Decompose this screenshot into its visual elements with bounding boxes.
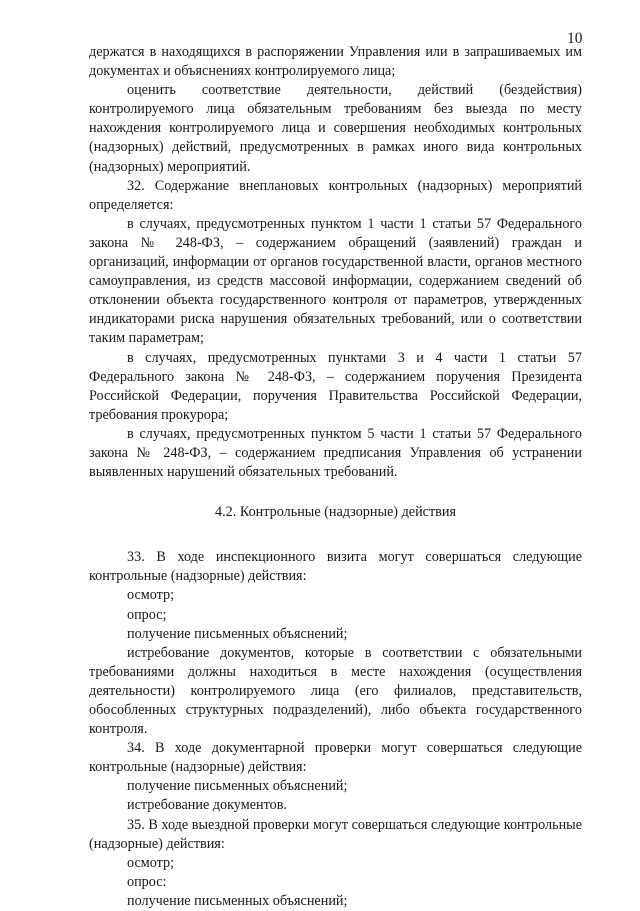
list-item: осмотр; xyxy=(127,587,175,604)
paragraph-clause-35: 35. В ходе выездной проверки могут совершаться следующие контрольные (надзорные) действия: xyxy=(89,816,582,852)
list-item: получение письменных объяснений; xyxy=(127,625,348,642)
paragraph-clause-33: 33. В ходе инспекционного визита могут совершаться следующие контрольные (надзорные) действия: xyxy=(89,549,582,585)
paragraph: в случаях, предусмотренных пунктом 5 части 1 статьи 57 Федерального закона № 248-ФЗ, – содержанием предписания Управления об устранении выявленных нарушений обязательных требований. xyxy=(89,425,582,481)
paragraph-clause-32: 32. Содержание внеплановых контрольных (надзорных) мероприятий определяется: xyxy=(89,177,582,213)
paragraph: оценить соответствие деятельности, действий (бездействия) контролируемого лица обязательным требованиям без выезда по месту нахождения контролируемого лица и совершения необходимых контрольных (надзорных) действий, предусмотренных в рамках иного вида контрольных (надзорных) мероприятий. xyxy=(89,82,582,175)
paragraph-clause-34: 34. В ходе документарной проверки могут совершаться следующие контрольные (надзорные) действия: xyxy=(89,740,582,776)
paragraph-continuation: держатся в находящихся в распоряжении Управления или в запрашиваемых им документах и объяснениях контролируемого лица; xyxy=(89,44,582,80)
paragraph: истребование документов, которые в соответствии с обязательными требованиями должны находиться в месте нахождения (осуществления деятельности) контролируемого лица (его филиалов, представительств, обособленных структурных подразделений), либо объекта государственного контроля. xyxy=(89,644,582,738)
paragraph: в случаях, предусмотренных пунктом 1 части 1 статьи 57 Федерального закона № 248-ФЗ, – содержанием обращений (заявлений) граждан и организаций, информации от органов государственной власти, органов местного самоуправления, из средств массовой информации, содержанием сведений об отклонении объекта государственного контроля от параметров, утвержденных индикаторами риска нарушения обязательных требований, или о соответствии таким параметрам; xyxy=(89,215,582,347)
list-item: осмотр; xyxy=(127,854,175,871)
page-number: 10 xyxy=(567,30,583,47)
list-item: опрос; xyxy=(127,606,167,623)
paragraph: в случаях, предусмотренных пунктами 3 и 4 части 1 статьи 57 Федерального закона № 248-ФЗ, – содержанием поручения Президента Российской Федерации, поручения Правительства Российской Федерации, требования прокурора; xyxy=(89,349,582,423)
section-title: 4.2. Контрольные (надзорные) действия xyxy=(215,504,456,521)
document-body xyxy=(89,43,582,911)
list-item: получение письменных объяснений; xyxy=(127,892,348,909)
list-item: истребование документов. xyxy=(127,797,287,814)
list-item: получение письменных объяснений; xyxy=(127,778,348,795)
list-item: опрос: xyxy=(127,873,167,890)
